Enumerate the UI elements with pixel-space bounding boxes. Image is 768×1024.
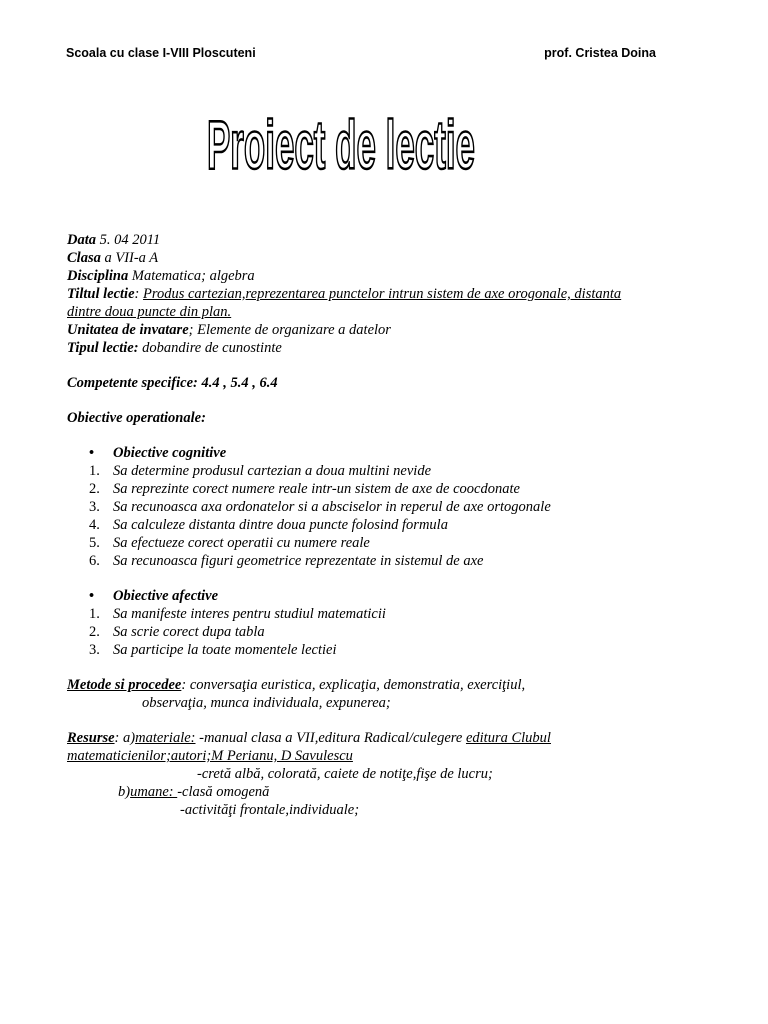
teacher-name: prof. Cristea Doina: [544, 46, 656, 60]
metode-line-2: observaţia, munca individuala, expunerea;: [142, 695, 391, 711]
afective-list: [67, 605, 667, 659]
afective-heading: • Obiective afective: [89, 588, 219, 604]
titlu-line: Tiltul lectie: Produs cartezian,reprezentarea punctelor intrun sistem de axe orogonale, distanta: [67, 286, 622, 302]
list-item: 3. Sa participe la toate momentele lectiei: [89, 642, 337, 658]
bullet-icon: •: [89, 445, 95, 461]
cognitive-list: [67, 462, 667, 570]
clasa-line: Clasa a VII-a A: [67, 250, 159, 266]
tip-line: Tipul lectie: dobandire de cunostinte: [67, 340, 282, 356]
list-item: 1. Sa manifeste interes pentru studiul matematicii: [89, 606, 386, 622]
resurse-line-4: b)umane: -clasă omogenă: [118, 784, 270, 800]
list-item: 3. Sa recunoasca axa ordonatelor si a absciselor in reperul de axe ortogonale: [89, 499, 551, 515]
bullet-icon: •: [89, 588, 95, 604]
school-name: Scoala cu clase I-VIII Ploscuteni: [66, 46, 256, 60]
list-item: 6. Sa recunoasca figuri geometrice reprezentate in sistemul de axe: [89, 553, 484, 569]
title-text: Proiect de lectie: [207, 108, 476, 184]
resurse-line-2: matematicienilor;autori;M Perianu, D Savulescu: [67, 748, 353, 764]
data-line: Data 5. 04 2011: [67, 232, 161, 248]
document-body: [67, 231, 667, 819]
document-title: [205, 108, 477, 184]
titlu-line-2: dintre doua puncte din plan.: [67, 304, 232, 320]
competente-line: Competente specifice: 4.4 , 5.4 , 6.4: [67, 375, 278, 391]
resurse-line-3: -cretă albă, colorată, caiete de notiţe,fişe de lucru;: [197, 766, 493, 782]
disciplina-line: Disciplina Matematica; algebra: [67, 268, 255, 284]
metode-line: Metode si procedee: conversaţia euristica, explicaţia, demonstratia, exerciţiul,: [67, 677, 526, 693]
cognitive-heading: • Obiective cognitive: [89, 445, 227, 461]
unitate-line: Unitatea de invatare; Elemente de organizare a datelor: [67, 322, 391, 338]
list-item: 5. Sa efectueze corect operatii cu numere reale: [89, 535, 370, 551]
resurse-line-5: -activităţi frontale,individuale;: [180, 802, 360, 818]
list-item: 2. Sa scrie corect dupa tabla: [89, 624, 265, 640]
list-item: 4. Sa calculeze distanta dintre doua puncte folosind formula: [89, 517, 448, 533]
list-item: 1. Sa determine produsul cartezian a doua multini nevide: [89, 463, 432, 479]
list-item: 2. Sa reprezinte corect numere reale intr-un sistem de axe de coocdonate: [89, 481, 520, 497]
obiective-heading: Obiective operationale:: [67, 410, 206, 426]
resurse-line: Resurse: a)materiale: -manual clasa a VII,editura Radical/culegere editura Clubul: [67, 730, 551, 746]
